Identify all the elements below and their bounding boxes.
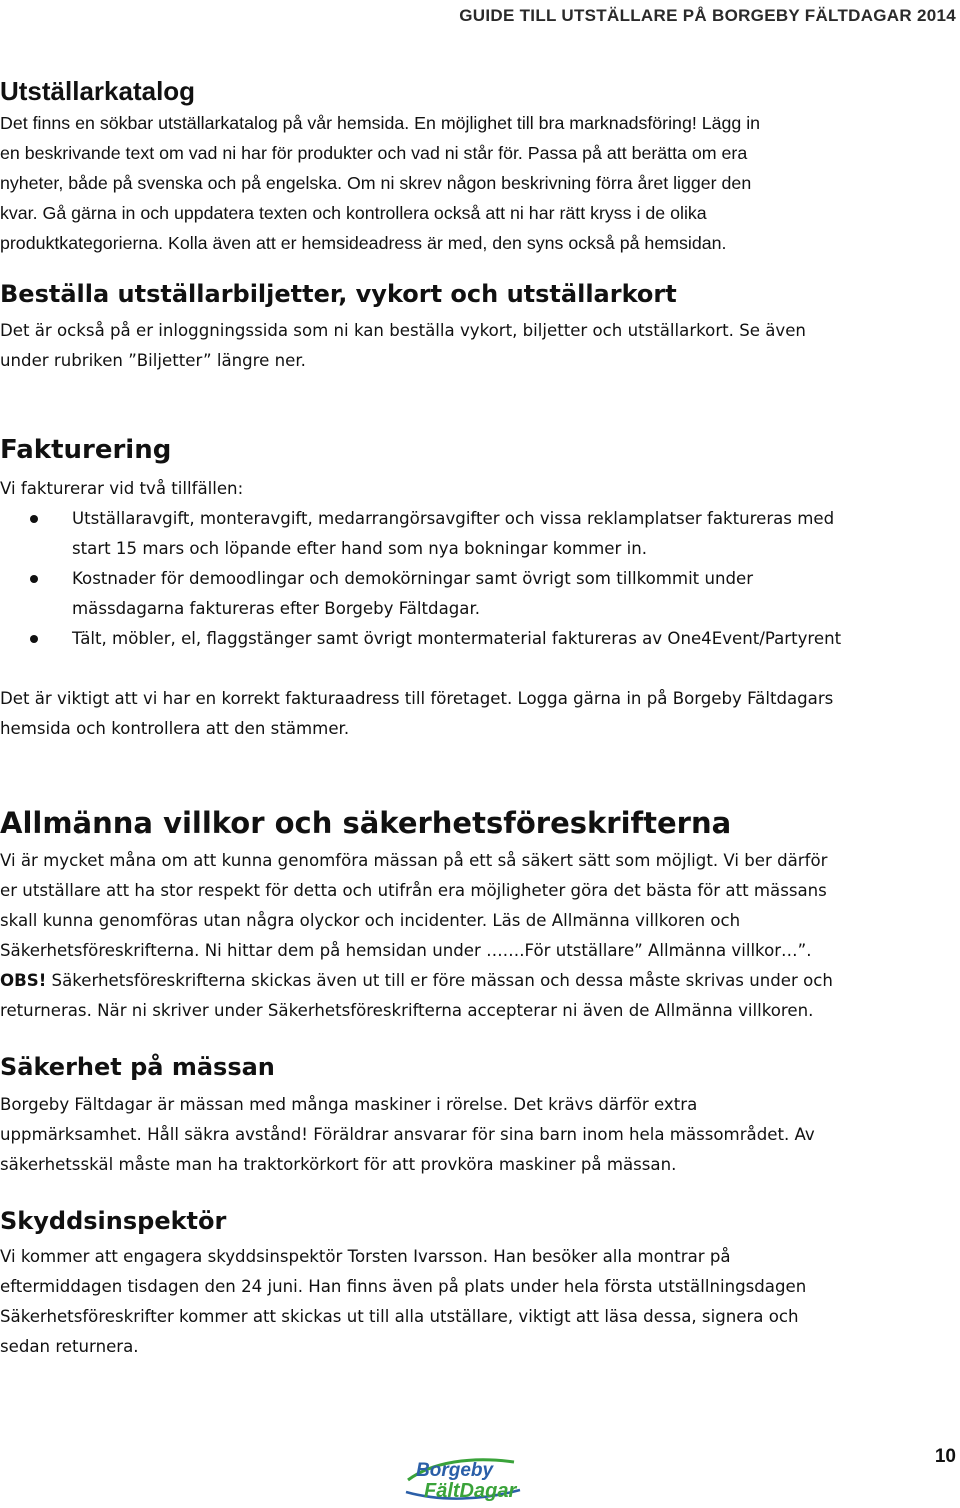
- heading-sakerhet: Säkerhet på mässan: [0, 1053, 275, 1081]
- bullet-item: [0, 504, 958, 564]
- bullet-item: [0, 564, 958, 624]
- bullet-line: Kostnader för demoodlingar och demokörningar samt övrigt som tillkommit under: [72, 569, 754, 588]
- paragraph-utstallarkatalog: [0, 108, 958, 258]
- paragraph-line: uppmärksamhet. Håll säkra avstånd! Föräldrar ansvarar för sina barn inom hela mässområdet. Av: [0, 1125, 815, 1144]
- logo-text-bottom: FältDagar: [424, 1480, 517, 1502]
- borgeby-faltdagar-logo: [402, 1448, 524, 1504]
- heading-bestalla: Beställa utställarbiljetter, vykort och utställarkort: [0, 280, 677, 308]
- logo-text-top: Borgeby: [416, 1460, 494, 1481]
- bullet-dot-icon: [30, 575, 38, 583]
- paragraph-line: Borgeby Fältdagar är mässan med många maskiner i rörelse. Det krävs därför extra: [0, 1095, 698, 1114]
- paragraph-bestalla: [0, 316, 958, 376]
- paragraph-line: hemsida och kontrollera att den stämmer.: [0, 719, 350, 738]
- heading-utstallarkatalog: Utställarkatalog: [0, 76, 196, 106]
- fakturering-bullet-list: [0, 504, 958, 654]
- paragraph-line: returneras. När ni skriver under Säkerhetsföreskrifterna accepterar ni även de Allmänna villkoren.: [0, 1001, 814, 1020]
- paragraph-line: Säkerhetsföreskrifterna. Ni hittar dem på hemsidan under …….För utställare” Allmänna villkor…”.: [0, 941, 812, 960]
- paragraph-villkor: [0, 846, 958, 1026]
- paragraph-line: eftermiddagen tisdagen den 24 juni. Han finns även på plats under hela första utställningsdagen: [0, 1277, 807, 1296]
- paragraph-line: er utställare att ha stor respekt för detta och utifrån era möjligheter göra det bästa för att mässans: [0, 881, 827, 900]
- paragraph-fakturering-outro: [0, 684, 958, 744]
- paragraph-line: säkerhetsskäl måste man ha traktorkörkort för att provköra maskiner på mässan.: [0, 1155, 677, 1174]
- bullet-line: Tält, möbler, el, flaggstänger samt övrigt montermaterial faktureras av One4Event/Partyrent: [72, 629, 842, 648]
- paragraph-line: skall kunna genomföras utan några olyckor och incidenter. Läs de Allmänna villkoren och: [0, 911, 741, 930]
- paragraph-line: nyheter, både på svenska och på engelska. Om ni skrev någon beskrivning förra året ligger den: [0, 173, 752, 193]
- bullet-line: mässdagarna faktureras efter Borgeby Fältdagar.: [72, 599, 481, 618]
- heading-skyddsinspektor: Skyddsinspektör: [0, 1207, 227, 1235]
- paragraph-line: under rubriken ”Biljetter” längre ner.: [0, 351, 306, 370]
- paragraph-line: Vi är mycket måna om att kunna genomföra mässan på ett så säkert sätt som möjligt. Vi ber därför: [0, 851, 828, 870]
- paragraph-line: Det finns en sökbar utställarkatalog på vår hemsida. En möjlighet till bra marknadsföring! Lägg in: [0, 113, 761, 133]
- bullet-line: Utställaravgift, monteravgift, medarrangörsavgifter och vissa reklamplatser faktureras med: [72, 509, 835, 528]
- paragraph-line: Det är också på er inloggningssida som ni kan beställa vykort, biljetter och utställarkort. Se även: [0, 321, 806, 340]
- paragraph-line: Vi kommer att engagera skyddsinspektör Torsten Ivarsson. Han besöker alla montrar på: [0, 1247, 731, 1266]
- paragraph-sakerhet: [0, 1090, 958, 1180]
- paragraph-line: sedan returnera.: [0, 1337, 139, 1356]
- page-number: 10: [934, 1446, 956, 1467]
- paragraph-skyddsinspektor: [0, 1242, 958, 1362]
- document-body: [0, 74, 958, 1362]
- paragraph-line: Säkerhetsföreskrifter kommer att skickas ut till alla utställare, viktigt att läsa dessa, signera och: [0, 1307, 799, 1326]
- bullet-dot-icon: [30, 635, 38, 643]
- page-header-title: GUIDE TILL UTSTÄLLARE PÅ BORGEBY FÄLTDAGAR 2014: [459, 6, 956, 25]
- fakturering-intro: Vi fakturerar vid två tillfällen:: [0, 479, 244, 498]
- bullet-item: [0, 624, 958, 654]
- paragraph-line: [0, 966, 958, 996]
- obs-text: Säkerhetsföreskrifterna skickas även ut till er före mässan och dessa måste skrivas under och: [46, 971, 833, 990]
- paragraph-line: Det är viktigt att vi har en korrekt fakturaadress till företaget. Logga gärna in på Borgeby Fältdagars: [0, 689, 834, 708]
- obs-label: OBS!: [0, 971, 47, 990]
- heading-allmanna-villkor: Allmänna villkor och säkerhetsföreskrifterna: [0, 806, 732, 840]
- paragraph-line: produktkategorierna. Kolla även att er hemsideadress är med, den syns också på hemsidan.: [0, 233, 727, 253]
- bullet-dot-icon: [30, 515, 38, 523]
- paragraph-line: en beskrivande text om vad ni har för produkter och vad ni står för. Passa på att berätta om era: [0, 143, 748, 163]
- heading-fakturering: Fakturering: [0, 435, 172, 465]
- paragraph-line: kvar. Gå gärna in och uppdatera texten och kontrollera också att ni har rätt kryss i de olika: [0, 203, 707, 223]
- bullet-line: start 15 mars och löpande efter hand som nya bokningar kommer in.: [72, 539, 647, 558]
